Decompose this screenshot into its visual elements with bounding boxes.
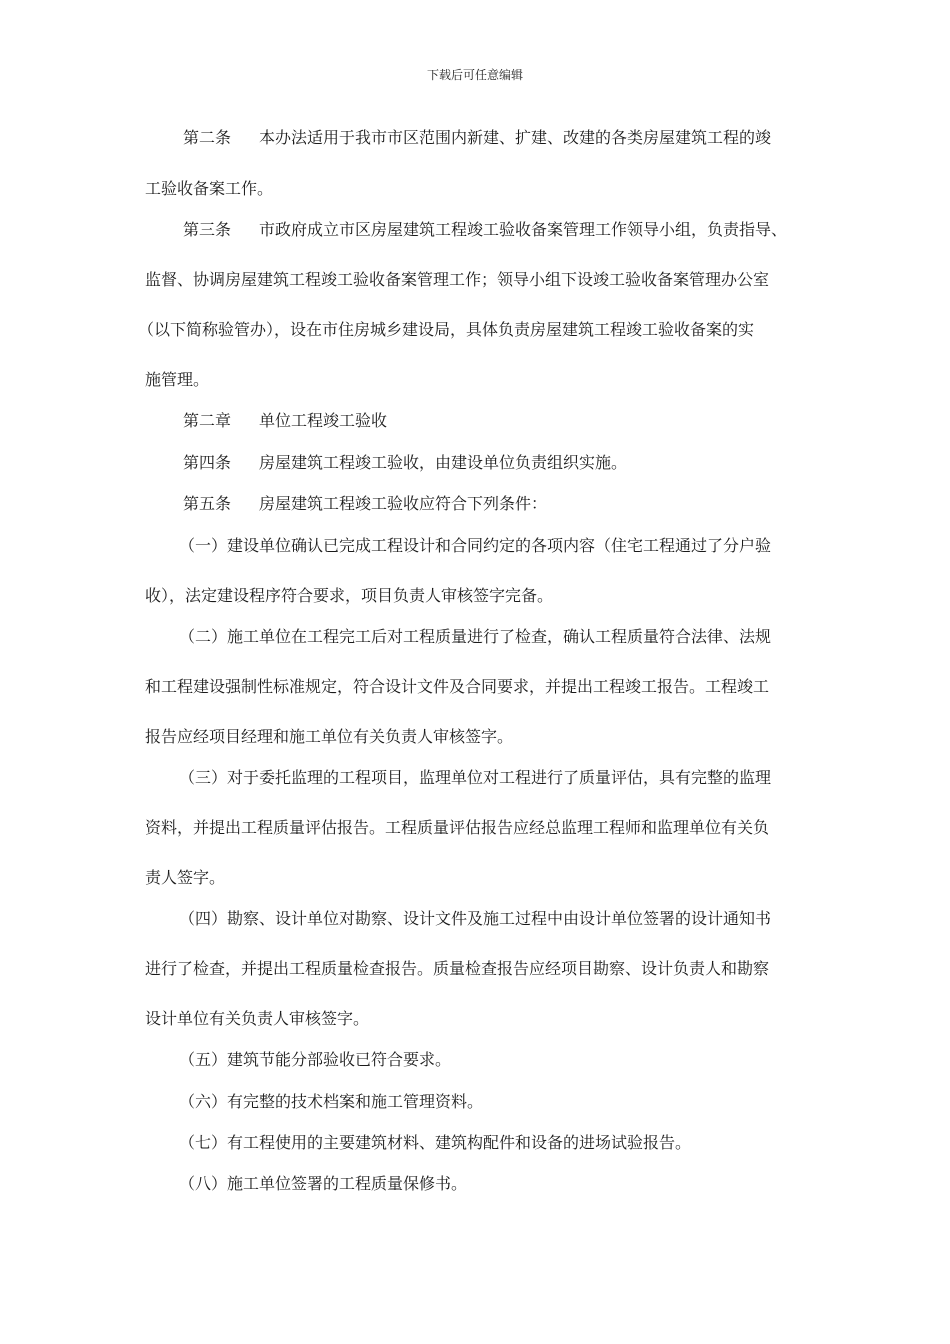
article-3-label: 第三条: [183, 220, 232, 239]
chapter-2-label: 第二章: [183, 411, 232, 430]
item-7: （七）有工程使用的主要建筑材料、建筑构配件和设备的进场试验报告。: [179, 1133, 692, 1152]
item-3-line-2: 资料，并提出工程质量评估报告。工程质量评估报告应经总监理工程师和监理单位有关负: [145, 818, 770, 837]
article-3-line-1: [183, 220, 787, 240]
article-4-label: 第四条: [183, 453, 232, 472]
item-5: （五）建筑节能分部验收已符合要求。: [179, 1050, 452, 1069]
item-4-line-3: 设计单位有关负责人审核签字。: [145, 1009, 370, 1028]
article-4-text: 房屋建筑工程竣工验收，由建设单位负责组织实施。: [259, 453, 628, 472]
item-3-line-1: （三）对于委托监理的工程项目，监理单位对工程进行了质量评估，具有完整的监理: [179, 768, 772, 787]
page-header: 下载后可任意编辑: [426, 68, 523, 82]
chapter-2-heading: [183, 411, 387, 431]
item-8: （八）施工单位签署的工程质量保修书。: [179, 1174, 468, 1193]
item-6: （六）有完整的技术档案和施工管理资料。: [179, 1092, 484, 1111]
article-4: [183, 453, 627, 473]
article-2-text: 本办法适用于我市市区范围内新建、扩建、改建的各类房屋建筑工程的竣: [259, 128, 772, 147]
article-3-line-3: （以下简称验管办），设在市住房城乡建设局，具体负责房屋建筑工程竣工验收备案的实: [138, 320, 755, 339]
item-2-line-1: （二）施工单位在工程完工后对工程质量进行了检查，确认工程质量符合法律、法规: [179, 627, 772, 646]
item-1-line-1: （一）建设单位确认已完成工程设计和合同约定的各项内容（住宅工程通过了分户验: [179, 536, 772, 555]
article-5-label: 第五条: [183, 494, 232, 513]
article-3-line-2: 监督、协调房屋建筑工程竣工验收备案管理工作；领导小组下设竣工验收备案管理办公室: [145, 270, 770, 289]
article-3-line-4: 施管理。: [145, 370, 210, 389]
article-5-text: 房屋建筑工程竣工验收应符合下列条件：: [259, 494, 548, 513]
article-5: [183, 494, 547, 514]
item-1-line-2: 收），法定建设程序符合要求，项目负责人审核签字完备。: [145, 586, 554, 605]
article-3-text: 市政府成立市区房屋建筑工程竣工验收备案管理工作领导小组，负责指导、: [259, 220, 788, 239]
article-2-line-1: [183, 128, 771, 148]
item-4-line-2: 进行了检查，并提出工程质量检查报告。质量检查报告应经项目勘察、设计负责人和勘察: [145, 959, 770, 978]
chapter-2-title: 单位工程竣工验收: [259, 411, 388, 430]
item-2-line-3: 报告应经项目经理和施工单位有关负责人审核签字。: [145, 727, 514, 746]
article-2-label: 第二条: [183, 128, 232, 147]
item-4-line-1: （四）勘察、设计单位对勘察、设计文件及施工过程中由设计单位签署的设计通知书: [179, 909, 772, 928]
item-3-line-3: 责人签字。: [145, 868, 226, 887]
article-2-line-2: 工验收备案工作。: [145, 179, 274, 198]
item-2-line-2: 和工程建设强制性标准规定，符合设计文件及合同要求，并提出工程竣工报告。工程竣工: [145, 677, 770, 696]
